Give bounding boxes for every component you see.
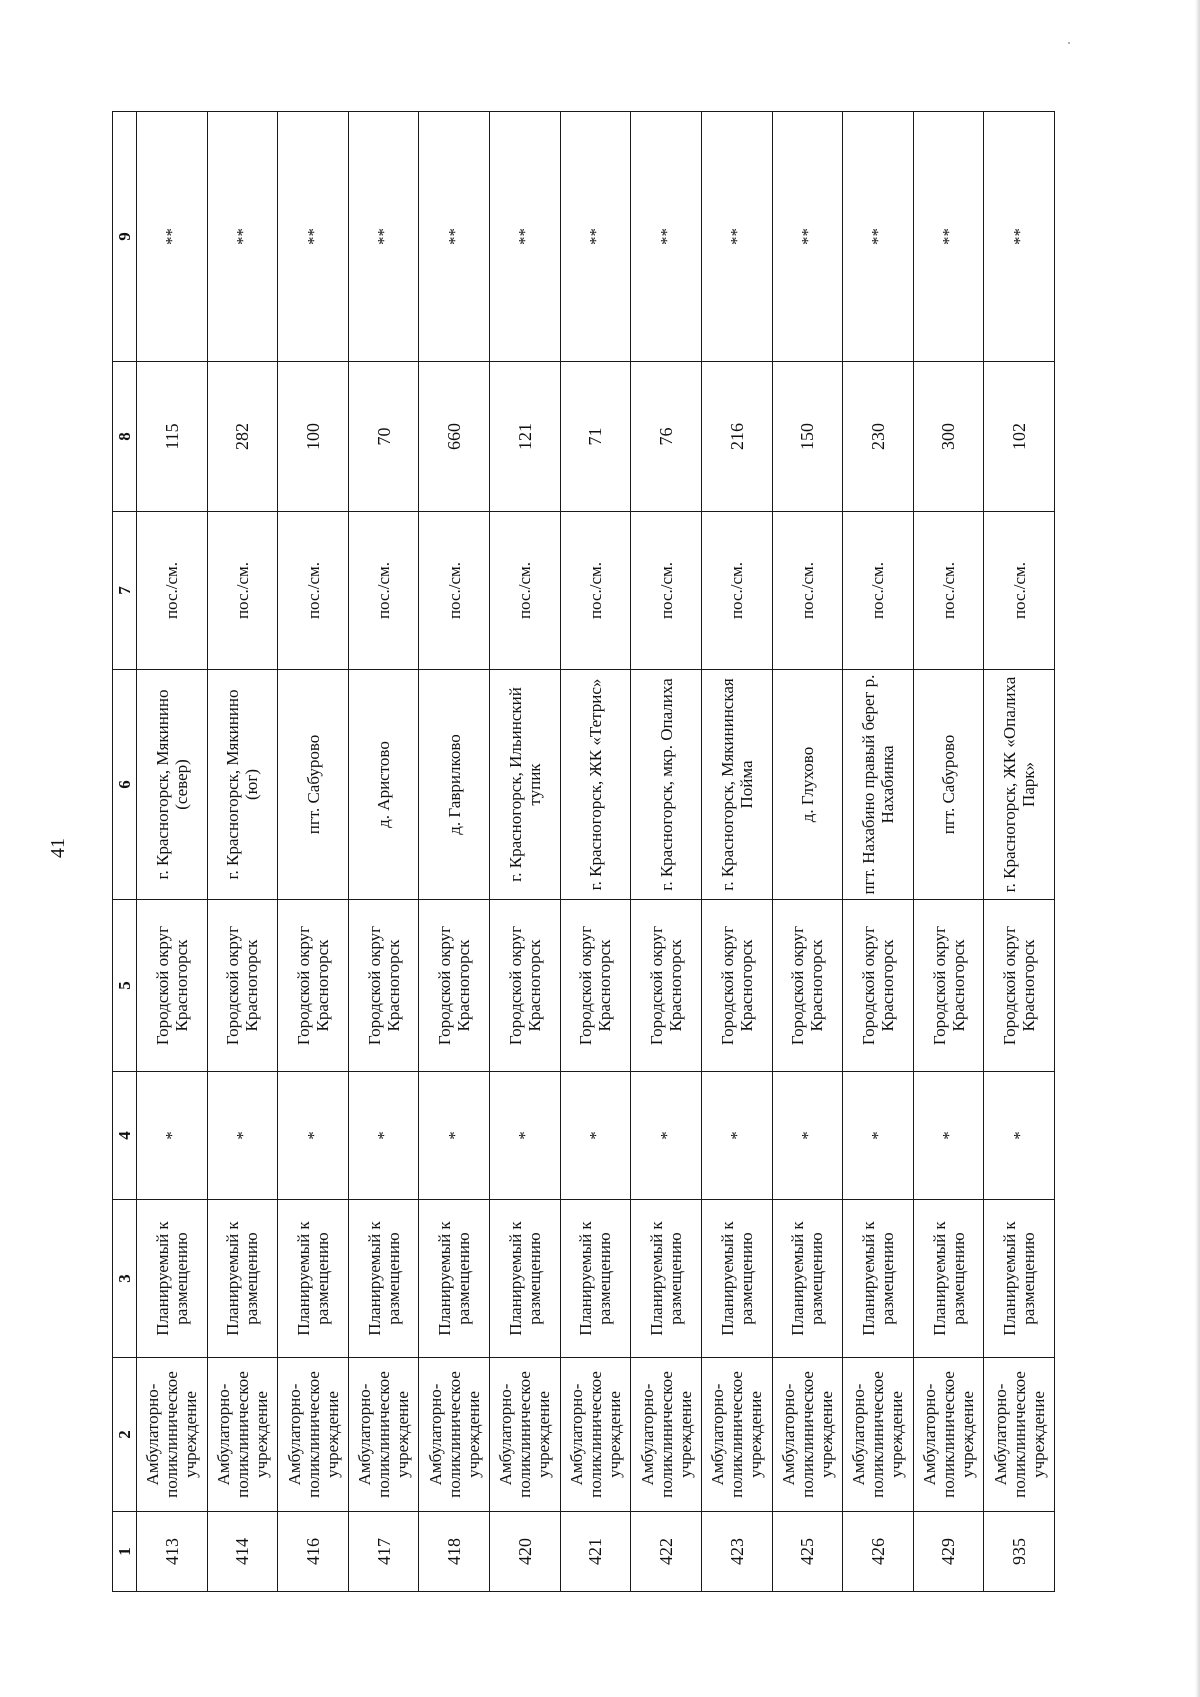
cell-characteristic: * [701,1072,772,1200]
cell-facility-type: Амбулаторно-поликлиническое учреждение [984,1358,1055,1512]
cell-characteristic: * [490,1072,561,1200]
cell-row-number: 425 [772,1512,843,1592]
cell-facility-type: Амбулаторно-поликлиническое учреждение [913,1358,984,1512]
cell-facility-type: Амбулаторно-поликлиническое учреждение [772,1358,843,1512]
cell-characteristic: * [631,1072,702,1200]
cell-note: ** [137,112,208,362]
cell-location: г. Красногорск, Мякинино (юг) [207,670,278,900]
facilities-table [112,111,1055,1592]
cell-facility-type: Амбулаторно-поликлиническое учреждение [631,1358,702,1512]
column-header: 8 [113,362,137,512]
cell-unit: пос./см. [490,512,561,670]
cell-facility-type: Амбулаторно-поликлиническое учреждение [490,1358,561,1512]
cell-unit: пос./см. [843,512,914,670]
cell-row-number: 413 [137,1512,208,1592]
cell-municipality: Городской округ Красногорск [348,900,419,1072]
cell-row-number: 426 [843,1512,914,1592]
cell-facility-type: Амбулаторно-поликлиническое учреждение [278,1358,349,1512]
cell-status: Планируемый к размещению [207,1200,278,1358]
cell-facility-type: Амбулаторно-поликлиническое учреждение [560,1358,631,1512]
cell-capacity: 300 [913,362,984,512]
cell-location: г. Красногорск, мкр. Опалиха [631,670,702,900]
cell-unit: пос./см. [278,512,349,670]
cell-characteristic: * [843,1072,914,1200]
cell-note: ** [207,112,278,362]
cell-note: ** [348,112,419,362]
table-row [631,112,702,1592]
cell-row-number: 423 [701,1512,772,1592]
column-header: 4 [113,1072,137,1200]
cell-status: Планируемый к размещению [984,1200,1055,1358]
cell-unit: пос./см. [631,512,702,670]
column-header: 6 [113,670,137,900]
cell-municipality: Городской округ Красногорск [984,900,1055,1072]
cell-municipality: Городской округ Красногорск [913,900,984,1072]
cell-location: г. Красногорск, Ильинский тупик [490,670,561,900]
column-header: 9 [113,112,137,362]
cell-characteristic: * [207,1072,278,1200]
cell-status: Планируемый к размещению [843,1200,914,1358]
cell-municipality: Городской округ Красногорск [631,900,702,1072]
cell-note: ** [701,112,772,362]
cell-location: г. Красногорск, Мякинино (север) [137,670,208,900]
cell-row-number: 422 [631,1512,702,1592]
cell-unit: пос./см. [419,512,490,670]
cell-facility-type: Амбулаторно-поликлиническое учреждение [701,1358,772,1512]
cell-location: г. Красногорск, Мякининская Пойма [701,670,772,900]
cell-characteristic: * [278,1072,349,1200]
cell-location: пгт. Сабурово [913,670,984,900]
table-row [843,112,914,1592]
cell-note: ** [984,112,1055,362]
column-header: 3 [113,1200,137,1358]
cell-capacity: 282 [207,362,278,512]
cell-status: Планируемый к размещению [278,1200,349,1358]
cell-unit: пос./см. [772,512,843,670]
cell-facility-type: Амбулаторно-поликлиническое учреждение [348,1358,419,1512]
cell-facility-type: Амбулаторно-поликлиническое учреждение [419,1358,490,1512]
cell-characteristic: * [560,1072,631,1200]
cell-status: Планируемый к размещению [631,1200,702,1358]
cell-note: ** [772,112,843,362]
cell-municipality: Городской округ Красногорск [207,900,278,1072]
cell-capacity: 71 [560,362,631,512]
rotated-table-container [112,112,1055,1592]
cell-characteristic: * [419,1072,490,1200]
cell-capacity: 121 [490,362,561,512]
cell-note: ** [419,112,490,362]
cell-row-number: 421 [560,1512,631,1592]
cell-municipality: Городской округ Красногорск [419,900,490,1072]
table-body [137,112,1055,1592]
table-row [490,112,561,1592]
cell-status: Планируемый к размещению [560,1200,631,1358]
table-row [419,112,490,1592]
cell-location: пгт. Сабурово [278,670,349,900]
table-row [137,112,208,1592]
header-row [113,112,137,1592]
table-row [984,112,1055,1592]
cell-unit: пос./см. [701,512,772,670]
table-row [772,112,843,1592]
cell-characteristic: * [348,1072,419,1200]
cell-note: ** [631,112,702,362]
cell-capacity: 230 [843,362,914,512]
cell-status: Планируемый к размещению [137,1200,208,1358]
scan-speck [1068,42,1070,44]
table-row [701,112,772,1592]
cell-characteristic: * [984,1072,1055,1200]
cell-unit: пос./см. [913,512,984,670]
cell-capacity: 216 [701,362,772,512]
cell-capacity: 100 [278,362,349,512]
cell-municipality: Городской округ Красногорск [560,900,631,1072]
cell-municipality: Городской округ Красногорск [278,900,349,1072]
cell-facility-type: Амбулаторно-поликлиническое учреждение [843,1358,914,1512]
cell-note: ** [843,112,914,362]
cell-facility-type: Амбулаторно-поликлиническое учреждение [207,1358,278,1512]
cell-municipality: Городской округ Красногорск [490,900,561,1072]
column-header: 1 [113,1512,137,1592]
cell-note: ** [490,112,561,362]
cell-capacity: 76 [631,362,702,512]
cell-location: д. Аристово [348,670,419,900]
cell-capacity: 70 [348,362,419,512]
column-header: 2 [113,1358,137,1512]
cell-unit: пос./см. [984,512,1055,670]
table-row [207,112,278,1592]
cell-capacity: 102 [984,362,1055,512]
table-row [278,112,349,1592]
table-row [913,112,984,1592]
column-header: 5 [113,900,137,1072]
cell-unit: пос./см. [560,512,631,670]
cell-municipality: Городской округ Красногорск [843,900,914,1072]
cell-note: ** [560,112,631,362]
cell-row-number: 420 [490,1512,561,1592]
cell-location: д. Гаврилково [419,670,490,900]
cell-row-number: 414 [207,1512,278,1592]
cell-status: Планируемый к размещению [490,1200,561,1358]
cell-unit: пос./см. [137,512,208,670]
cell-status: Планируемый к размещению [419,1200,490,1358]
cell-row-number: 429 [913,1512,984,1592]
cell-capacity: 660 [419,362,490,512]
cell-note: ** [913,112,984,362]
scan-edge [1195,0,1200,1697]
cell-location: г. Красногорск, ЖК «Опалиха Парк» [984,670,1055,900]
table-row [560,112,631,1592]
cell-facility-type: Амбулаторно-поликлиническое учреждение [137,1358,208,1512]
page-number: 41 [47,838,69,858]
cell-municipality: Городской округ Красногорск [772,900,843,1072]
cell-unit: пос./см. [348,512,419,670]
cell-characteristic: * [137,1072,208,1200]
cell-note: ** [278,112,349,362]
cell-row-number: 418 [419,1512,490,1592]
cell-characteristic: * [772,1072,843,1200]
cell-status: Планируемый к размещению [348,1200,419,1358]
cell-unit: пос./см. [207,512,278,670]
cell-capacity: 115 [137,362,208,512]
cell-status: Планируемый к размещению [701,1200,772,1358]
cell-location: д. Глухово [772,670,843,900]
cell-location: г. Красногорск, ЖК «Тетрис» [560,670,631,900]
cell-municipality: Городской округ Красногорск [137,900,208,1072]
cell-location: пгт. Нахабино правый берег р. Нахабинка [843,670,914,900]
cell-row-number: 416 [278,1512,349,1592]
cell-status: Планируемый к размещению [772,1200,843,1358]
cell-capacity: 150 [772,362,843,512]
column-header: 7 [113,512,137,670]
cell-municipality: Городской округ Красногорск [701,900,772,1072]
table-row [348,112,419,1592]
cell-characteristic: * [913,1072,984,1200]
cell-row-number: 417 [348,1512,419,1592]
cell-status: Планируемый к размещению [913,1200,984,1358]
cell-row-number: 935 [984,1512,1055,1592]
